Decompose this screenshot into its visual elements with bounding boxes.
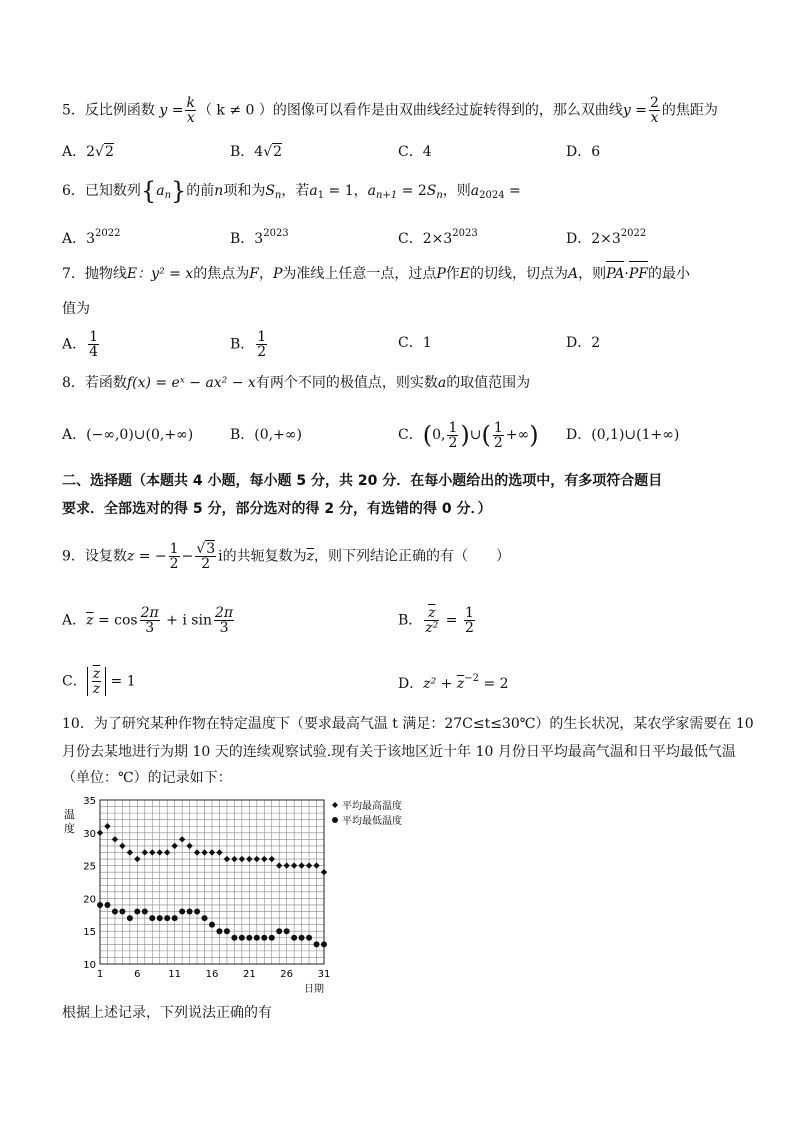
q6-text-d: ，若 [281, 183, 310, 199]
optc-frac-1 [447, 421, 458, 450]
data-point-high [134, 856, 140, 862]
q9-option-c[interactable] [62, 667, 136, 696]
opta-eq: = cos [93, 612, 138, 629]
optd-rest: = 2 [479, 676, 509, 692]
q9-option-b[interactable] [398, 606, 477, 635]
q7-vector-PF: PF [628, 266, 648, 282]
option-label: D． [398, 676, 424, 692]
data-point-low [314, 941, 320, 947]
q8-option-d[interactable] [566, 425, 679, 445]
data-point-low [261, 935, 267, 941]
q7-t5: 的切线，切点为 [470, 266, 569, 282]
data-point-high [313, 862, 319, 868]
q7-vector-PA: PA [606, 266, 625, 282]
option-label: D． [566, 335, 592, 351]
frac-num: $\overline{z}$ [92, 666, 101, 682]
data-point-high [209, 849, 215, 855]
q6-S-sub: n [274, 190, 282, 201]
legend-label-low: 平均最低温度 [342, 816, 402, 827]
frac-num: 1 [257, 329, 267, 345]
q5-option-a[interactable] [62, 142, 114, 162]
data-point-low [97, 902, 103, 908]
chart-legend [332, 799, 402, 827]
x-tick-labels [97, 969, 331, 980]
y-tick-label: 30 [83, 828, 96, 840]
q6-number: 6． [62, 183, 85, 199]
frac-den: 2 [201, 556, 211, 572]
q7-dot: · [624, 266, 629, 282]
data-point-low [157, 915, 163, 921]
frac-num: 1 [89, 329, 99, 345]
data-point-high [149, 849, 155, 855]
data-point-low [224, 928, 230, 934]
q6-target: a [470, 183, 480, 199]
data-point-low [231, 935, 237, 941]
data-point-high [231, 856, 237, 862]
data-point-high [224, 856, 230, 862]
option-base: 3 [254, 231, 264, 247]
data-point-low [119, 909, 125, 915]
q6-text-c: 项和为 [223, 183, 266, 199]
frac-num: 1 [169, 541, 179, 557]
q5-x-2: x [650, 110, 659, 126]
data-point-high [321, 869, 327, 875]
frac-num: $\overline{z}$ [424, 606, 439, 621]
x-tick-label: 31 [317, 969, 331, 980]
q5-fraction-k-x [185, 96, 195, 125]
q9-text-c: ，则下列结论正确的有（ ） [314, 548, 511, 565]
q9-text-b: 的共轭复数为 [222, 548, 307, 565]
optc-frac-2 [493, 421, 504, 450]
q8-function: f(x) = eˣ − ax² − x [126, 375, 256, 391]
q6-seq-a: a [156, 183, 165, 199]
q6-S: S [265, 183, 275, 199]
option-base: 3 [443, 231, 453, 247]
option-value: (−∞,0)∪(0,+∞) [86, 427, 194, 443]
y-tick-label: 10 [83, 960, 96, 971]
y-tick-label: 35 [83, 796, 96, 807]
data-point-low [104, 902, 110, 908]
frac-den: 2 [257, 344, 267, 360]
q5-y-eq: y = [159, 102, 184, 119]
q7-t2: ， [258, 266, 273, 282]
data-point-high [142, 849, 148, 855]
data-point-low [269, 935, 275, 941]
data-point-high [298, 862, 304, 868]
data-point-high [291, 862, 297, 868]
option-fraction [88, 330, 99, 359]
option-label: C． [398, 144, 423, 160]
data-point-low [321, 941, 327, 947]
option-value: 6 [591, 144, 601, 160]
option-value: (0,1)∪(1+∞) [591, 427, 680, 443]
left-paren-icon: ( [422, 421, 433, 449]
option-label: C． [398, 427, 423, 443]
option-label: B． [230, 427, 255, 443]
y-tick-label: 25 [83, 861, 96, 873]
optc-p2: +∞ [505, 427, 530, 443]
q8-number: 8． [62, 375, 85, 391]
q7-option-c[interactable] [398, 333, 432, 353]
option-value: 2 [591, 335, 601, 351]
y-axis-label-char-1: 温 [64, 808, 75, 821]
option-fraction [256, 330, 267, 359]
q9-number: 9． [62, 548, 85, 565]
option-label: A． [62, 427, 87, 443]
q5-option-d[interactable] [566, 142, 600, 162]
x-tick-label: 26 [280, 969, 294, 980]
data-point-high [119, 843, 125, 849]
q5-text-b: 的图像可以看作是由双曲线经过旋转得到的，那么双曲线 [272, 102, 623, 119]
data-point-high [97, 830, 103, 836]
q6-option-d[interactable] [566, 224, 646, 249]
option-exp: 2023 [263, 228, 289, 239]
data-point-low [209, 922, 215, 928]
q6-seq-sub: n [164, 190, 172, 201]
data-point-low [254, 935, 260, 941]
data-point-high [283, 862, 289, 868]
data-point-low [172, 915, 178, 921]
q10-line-2: 月份去某地进行为期 10 天的连续观察试验.现有关于该地区近十年 10 月份日平均最高气温和日平均最低气温 [62, 744, 736, 760]
q7-option-d[interactable] [566, 333, 600, 353]
data-point-low [127, 915, 133, 921]
right-paren-icon: ) [460, 421, 470, 449]
x-tick-label: 16 [205, 969, 219, 980]
q8-a: a [437, 375, 447, 391]
frac-den: z² [425, 620, 439, 636]
option-coef: 2× [591, 231, 612, 247]
q8-option-c[interactable] [398, 416, 539, 454]
frac-den: 4 [89, 344, 99, 360]
data-point-high [179, 836, 185, 842]
q6-S-2: S [426, 183, 437, 199]
frac-num: 3 [206, 541, 216, 557]
frac-den: 3 [145, 620, 155, 636]
option-exp: 2022 [620, 228, 647, 239]
q6-cond2-rest: = 2 [397, 183, 427, 199]
q6-cond1-rest: = 1， [324, 183, 368, 199]
data-point-low [276, 928, 282, 934]
option-radicand: 2 [104, 144, 114, 160]
data-point-high [254, 856, 260, 862]
q7-t4: 作 [445, 266, 460, 282]
q7-option-a[interactable] [62, 330, 101, 359]
frac-den: z [92, 681, 101, 697]
q7-text-a: 抛物线 [84, 266, 127, 282]
y-axis-label-char-2: 度 [64, 822, 75, 835]
data-point-high [246, 856, 252, 862]
section-2-heading-line-2: 要求．全部选对的得 5 分，部分选对的得 2 分，有选错的得 0 分．） [62, 501, 492, 517]
data-point-high [261, 856, 267, 862]
data-point-low [291, 935, 297, 941]
frac-num: 1 [448, 419, 458, 436]
q6-n: n [214, 183, 224, 199]
data-point-high [112, 836, 118, 842]
sqrt-icon: √ [196, 541, 206, 557]
option-label: D． [566, 427, 592, 443]
option-label: D． [566, 231, 592, 247]
q6-cond1-sub: 1 [317, 190, 325, 201]
frac-den: 2 [493, 434, 503, 451]
abs-value [87, 667, 106, 696]
q8-option-b[interactable] [230, 425, 302, 445]
data-point-high [171, 843, 177, 849]
frac-num: 2π [140, 605, 159, 621]
left-brace-icon: { [140, 177, 157, 205]
data-point-high [239, 856, 245, 862]
q6-eq: = [504, 183, 521, 199]
q5-fraction-2-x [649, 96, 660, 125]
q7-eq: ：y² = x [137, 266, 194, 282]
q9-zbar: $\overline{z}$ [306, 548, 315, 565]
q10-after-text: 根据上述记录，下列说法正确的有 [62, 1005, 272, 1021]
q6-option-a[interactable] [62, 224, 121, 249]
data-point-high [104, 823, 110, 829]
option-coef: 2× [422, 231, 444, 247]
q7-F: F [249, 266, 259, 282]
optd-zbar: $\overline{z}$ [456, 676, 465, 692]
data-point-low [284, 928, 290, 934]
q5-option-c[interactable] [398, 142, 432, 162]
temperature-chart [60, 790, 420, 1000]
sqrt-icon: √ [95, 144, 104, 160]
data-point-low [216, 928, 222, 934]
legend-diamond-icon [332, 802, 338, 808]
option-label: A． [62, 336, 87, 353]
legend-label-high: 平均最高温度 [342, 801, 402, 812]
option-label: A． [62, 612, 87, 629]
opta-frac-2 [214, 606, 234, 635]
q7-t3: 为准线上任意一点，过点 [282, 266, 437, 282]
q7-option-b[interactable] [230, 330, 269, 359]
data-point-low [194, 909, 200, 915]
option-base: 3 [86, 231, 96, 247]
right-brace-icon: } [171, 177, 187, 205]
optc-p1: 0, [432, 427, 446, 443]
data-point-low [134, 909, 140, 915]
data-point-high [276, 862, 282, 868]
data-point-low [306, 935, 312, 941]
data-point-high [127, 849, 133, 855]
data-point-low [142, 909, 148, 915]
q9-frac-1 [169, 542, 180, 571]
option-radicand: 2 [273, 144, 283, 160]
optc-eq: = 1 [106, 673, 136, 690]
frac-den: 2 [169, 556, 179, 572]
q5-text-c: 的焦距为 [661, 102, 718, 119]
q9-option-a[interactable] [62, 606, 236, 635]
question-5 [62, 96, 718, 125]
q6-S-sub-2: n [436, 190, 443, 201]
frac-num: 2π [214, 605, 234, 621]
q5-text-a: 反比例函数 [84, 102, 155, 119]
q9-i: i [218, 548, 223, 565]
q7-t7: 的最小 [647, 266, 690, 282]
q7-A: A [568, 266, 579, 282]
q7-t6: ，则 [578, 266, 607, 282]
x-tick-label: 6 [134, 969, 141, 980]
q5-y-eq-2: y = [622, 102, 647, 119]
data-point-low [112, 909, 118, 915]
frac-den: 2 [464, 620, 474, 636]
q7-E: E [126, 266, 138, 282]
x-tick-label: 21 [242, 969, 256, 980]
q7-E-2: E [459, 266, 471, 282]
left-paren-icon: ( [481, 421, 491, 449]
option-exp: 2023 [452, 228, 478, 239]
option-base: 3 [611, 231, 621, 247]
data-point-high [194, 849, 200, 855]
option-label: D． [566, 144, 592, 160]
q7-t1: 的焦点为 [193, 266, 250, 282]
option-coef: 4 [254, 144, 264, 160]
y-tick-label: 20 [83, 894, 96, 906]
option-label: C． [62, 673, 87, 690]
optb-eq: = [441, 612, 462, 629]
q8-option-a[interactable] [62, 425, 193, 445]
right-paren-icon: ) [529, 421, 539, 449]
x-axis-label: 日期 [304, 984, 324, 995]
data-point-high [216, 849, 222, 855]
q9-text-a: 设复数 [84, 548, 127, 565]
data-point-low [164, 915, 170, 921]
option-label: C． [398, 335, 423, 351]
opta-frac-1 [140, 606, 160, 635]
option-label: B． [398, 612, 423, 629]
q9-minus: − [181, 548, 194, 565]
q5-condition: （ k ≠ 0 ） [197, 102, 273, 119]
q6-target-sub: 2024 [479, 190, 505, 201]
option-value: 4 [422, 144, 432, 160]
question-6 [62, 177, 521, 206]
data-point-high [164, 849, 170, 855]
x-tick-label: 1 [96, 969, 104, 980]
sqrt-icon: √ [263, 144, 273, 160]
data-point-high [201, 849, 207, 855]
q6-cond1: a [309, 183, 318, 199]
q6-cond2-sub: n+1 [376, 190, 398, 201]
q5-x: x [186, 110, 195, 126]
data-point-low [149, 915, 155, 921]
q10-line-1: 10．为了研究某种作物在特定温度下（要求最高气温 t 满足：27C≤t≤30℃）的生长状况，某农学家需要在 10 [62, 716, 754, 732]
data-point-low [187, 909, 193, 915]
union-icon: ∪ [469, 427, 482, 443]
q8-text-b: 有两个不同的极值点，则实数 [255, 375, 438, 391]
optb-frac-2 [464, 606, 475, 635]
optd-text: z² + [423, 676, 457, 692]
q9-frac-2 [195, 542, 216, 571]
opta-zbar: $\overline{z}$ [86, 612, 94, 629]
q9-option-d[interactable] [398, 669, 509, 694]
q8-text-c: 的取值范围为 [446, 375, 531, 391]
frac-den: 3 [219, 620, 229, 636]
optc-frac [92, 667, 101, 696]
option-label: C． [398, 231, 423, 247]
y-tick-label: 15 [83, 927, 96, 939]
option-value: 1 [422, 335, 432, 351]
option-label: B． [230, 336, 255, 353]
q9-z-eq: z = − [126, 548, 167, 565]
question-7 [62, 264, 690, 284]
option-label: A． [62, 231, 87, 247]
data-point-low [202, 915, 208, 921]
q5-number: 5． [62, 102, 85, 119]
q5-option-b[interactable] [230, 142, 282, 162]
q6-text-a: 已知数列 [84, 183, 141, 199]
optd-exp: −2 [464, 673, 479, 684]
option-value: (0,+∞) [254, 427, 302, 443]
data-point-high [306, 862, 312, 868]
data-point-high [157, 849, 163, 855]
q6-seq [140, 177, 187, 205]
opta-plus: + i sin [161, 612, 212, 629]
data-point-high [269, 856, 275, 862]
q7-P-2: P [436, 266, 446, 282]
q6-option-b[interactable] [230, 224, 289, 249]
question-8 [62, 373, 530, 393]
q6-option-c[interactable] [398, 224, 478, 249]
q7-line2: 值为 [62, 301, 90, 317]
q6-text-e: ，则 [442, 183, 471, 199]
option-exp: 2022 [95, 228, 121, 239]
option-label: B． [230, 144, 255, 160]
option-label: B． [230, 231, 255, 247]
q10-line-3: （单位：℃）的记录如下： [62, 770, 232, 786]
data-point-low [299, 935, 305, 941]
q8-text-a: 若函数 [84, 375, 127, 391]
frac-num: 1 [493, 419, 503, 436]
q5-k: k [186, 95, 195, 111]
frac-den: 2 [448, 434, 458, 451]
y-tick-labels [83, 796, 96, 971]
data-point-low [239, 935, 245, 941]
q6-text-b: 的前 [186, 183, 215, 199]
option-coef: 2 [86, 144, 96, 160]
x-tick-label: 11 [168, 969, 182, 980]
frac-num: 1 [464, 605, 474, 621]
q7-P: P [272, 266, 283, 282]
q6-cond2: a [367, 183, 377, 199]
section-2-heading-line-1: 二、选择题（本题共 4 小题，每小题 5 分，共 20 分．在每小题给出的选项中，有多项符合题目 [62, 473, 663, 489]
data-point-low [179, 909, 185, 915]
data-point-high [186, 843, 192, 849]
data-point-low [246, 935, 252, 941]
option-label: A． [62, 144, 87, 160]
legend-circle-icon [332, 817, 338, 823]
q5-two: 2 [649, 95, 659, 111]
optb-frac-1 [424, 606, 439, 635]
q7-number: 7． [62, 266, 85, 282]
chart-grid [100, 800, 324, 964]
question-9 [62, 542, 510, 571]
